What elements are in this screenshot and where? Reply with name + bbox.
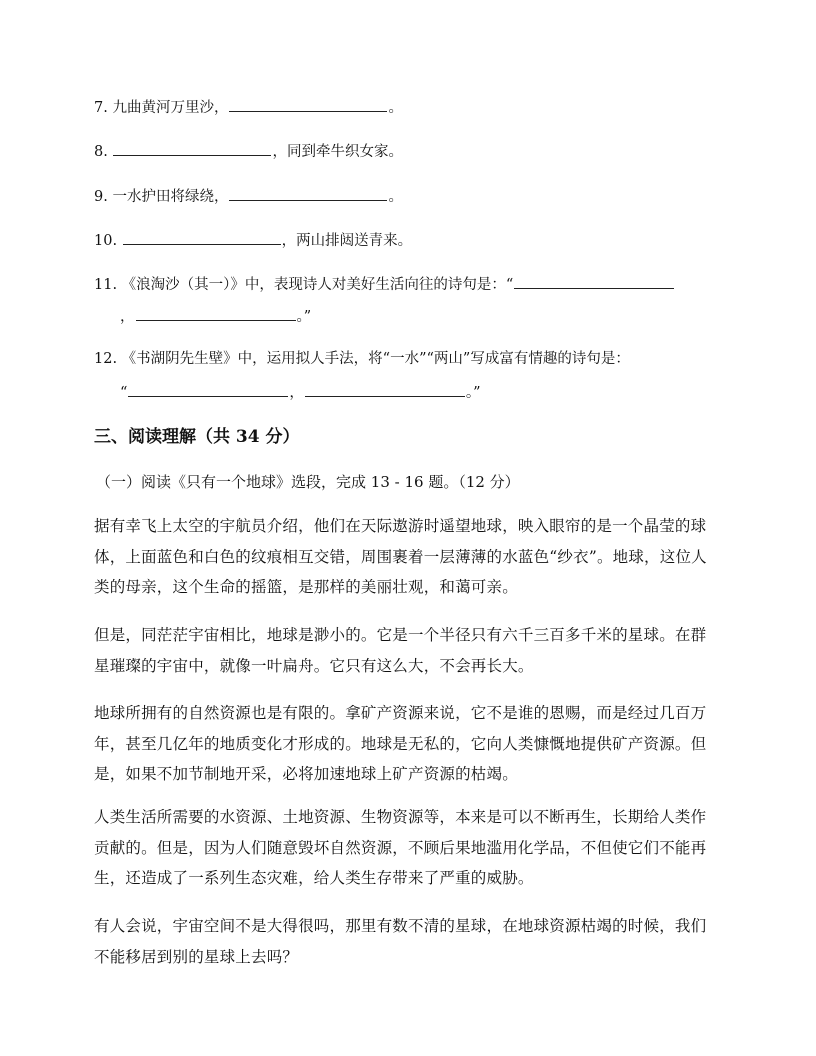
answer-blank-12b[interactable] bbox=[305, 381, 465, 397]
passage-line: 年，甚至几亿年的地质变化才形成的。地球是无私的，它向人类慷慨地提供矿产资源。但 bbox=[94, 734, 707, 753]
question-7-end: 。 bbox=[388, 100, 403, 116]
question-11-text: 11. 《浪淘沙（其一）》中，表现诗人对美好生活向往的诗句是：“ bbox=[94, 277, 514, 293]
question-11-line-1 bbox=[94, 273, 675, 295]
passage-line: 贡献的。但是，因为人们随意毁坏自然资源，不顾后果地滥用化学品，不但使它们不能再 bbox=[94, 838, 707, 857]
passage-paragraph-2 bbox=[94, 620, 724, 681]
question-12-separator: ， bbox=[289, 385, 304, 401]
answer-blank-8[interactable] bbox=[113, 140, 271, 156]
passage-paragraph-1 bbox=[94, 511, 724, 603]
section-3-title: 三、阅读理解（共 34 分） bbox=[94, 427, 300, 447]
passage-line: 类的母亲，这个生命的摇篮，是那样的美丽壮观，和蔼可亲。 bbox=[94, 578, 518, 596]
question-9 bbox=[94, 185, 403, 207]
question-9-end: 。 bbox=[388, 189, 403, 205]
question-10 bbox=[94, 229, 412, 251]
question-9-text: 9. 一水护田将绿绕， bbox=[94, 189, 229, 205]
passage-line: 生，还造成了一系列生态灾难，给人类生存带来了严重的威胁。 bbox=[94, 869, 534, 887]
passage-line: 不能移居到别的星球上去吗？ bbox=[94, 947, 299, 966]
question-12-end: 。” bbox=[465, 385, 481, 401]
question-8-text: ，同到牵牛织女家。 bbox=[272, 144, 403, 160]
answer-blank-11a[interactable] bbox=[514, 273, 674, 289]
question-10-text: ，两山排闼送青来。 bbox=[281, 233, 413, 249]
passage-line: 体，上面蓝色和白色的纹痕相互交错，周围裹着一层薄薄的水蓝色“纱衣”。地球，这位人 bbox=[94, 547, 707, 566]
passage-paragraph-3 bbox=[94, 698, 724, 790]
question-12-text: 12. 《书湖阴先生壁》中，运用拟人手法，将“一水”“两山”写成富有情趣的诗句是： bbox=[94, 351, 630, 367]
question-11-separator: ， bbox=[120, 309, 135, 325]
question-12-line-2 bbox=[120, 381, 481, 403]
passage-line: 是，如果不加节制地开采，必将加速地球上矿产资源的枯竭。 bbox=[94, 765, 518, 783]
subsection-title: （一）阅读《只有一个地球》选段，完成 13 - 16 题。（12 分） bbox=[96, 473, 520, 491]
passage-line: 但是，同茫茫宇宙相比，地球是渺小的。它是一个半径只有六千三百多千米的星球。在群 bbox=[94, 626, 707, 644]
question-11-end: 。” bbox=[296, 309, 312, 325]
question-12-line-1 bbox=[94, 349, 630, 369]
passage-paragraph-5 bbox=[94, 911, 724, 972]
answer-blank-10[interactable] bbox=[123, 229, 281, 245]
question-12-open-quote: “ bbox=[120, 385, 128, 401]
passage-line: 星璀璨的宇宙中，就像一叶扁舟。它只有这么大，不会再长大。 bbox=[94, 656, 534, 675]
passage-line: 人类生活所需要的水资源、土地资源、生物资源等，本来是可以不断再生，长期给人类作 bbox=[94, 808, 707, 826]
question-8 bbox=[94, 140, 403, 162]
answer-blank-7[interactable] bbox=[229, 96, 387, 112]
answer-blank-11b[interactable] bbox=[136, 305, 296, 321]
question-7-text: 7. 九曲黄河万里沙， bbox=[94, 100, 229, 116]
question-10-number: 10. bbox=[94, 233, 122, 249]
question-11-line-2 bbox=[120, 305, 311, 327]
passage-line: 有人会说，宇宙空间不是大得很吗，那里有数不清的星球，在地球资源枯竭的时候，我们 bbox=[94, 917, 707, 935]
question-7 bbox=[94, 96, 403, 118]
answer-blank-12a[interactable] bbox=[128, 381, 288, 397]
question-8-number: 8. bbox=[94, 144, 113, 160]
passage-line: 地球所拥有的自然资源也是有限的。拿矿产资源来说，它不是谁的恩赐，而是经过几百万 bbox=[94, 704, 707, 722]
answer-blank-9[interactable] bbox=[229, 185, 387, 201]
passage-line: 据有幸飞上太空的宇航员介绍，他们在天际遨游时遥望地球，映入眼帘的是一个晶莹的球 bbox=[94, 517, 707, 535]
passage-paragraph-4 bbox=[94, 802, 724, 894]
